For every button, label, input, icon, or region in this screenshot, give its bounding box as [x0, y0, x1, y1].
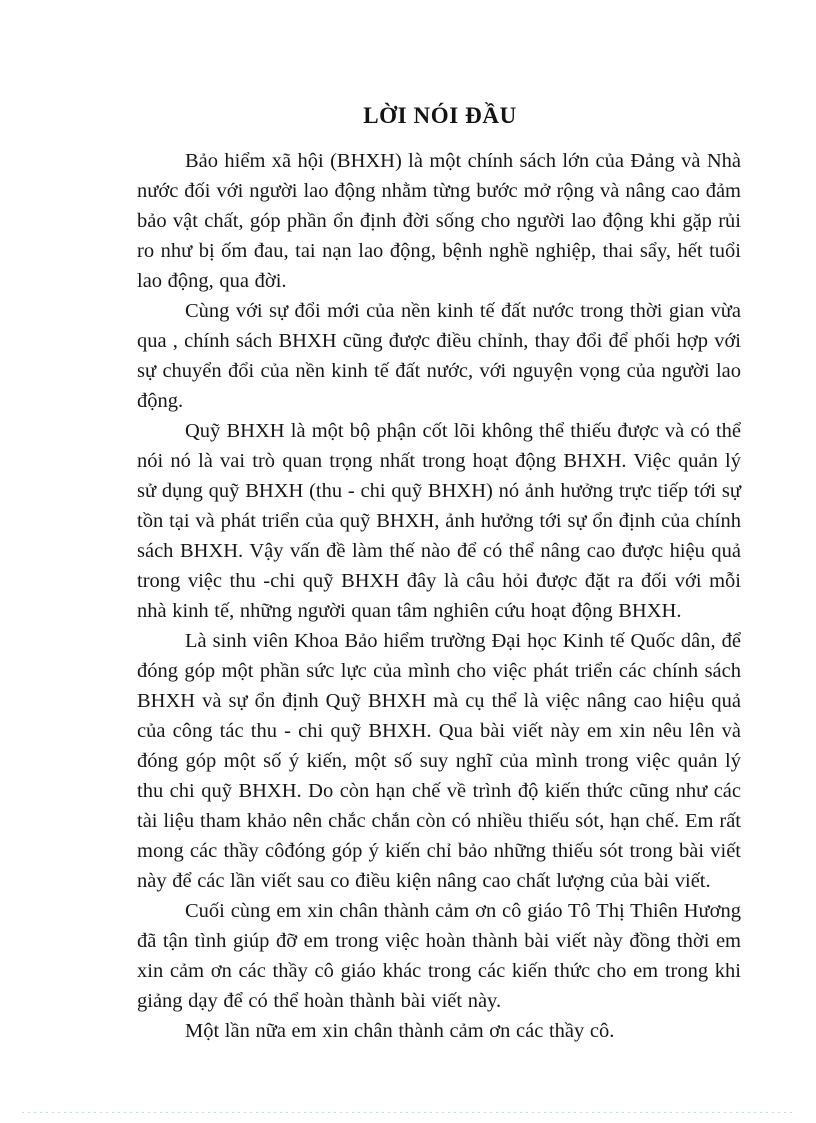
paragraph: Cùng với sự đổi mới của nền kinh tế đất nước trong thời gian vừa qua , chính sách BHXH cũng được điều chỉnh, thay đổi để phối hợp với sự chuyển đổi của nền kinh tế đất nước, với nguyện vọng của người lao động.: [137, 300, 741, 412]
document-body: [137, 146, 741, 1046]
scan-artifact-rule: [22, 1112, 794, 1113]
paragraph: Cuối cùng em xin chân thành cảm ơn cô giáo Tô Thị Thiên Hương đã tận tình giúp đỡ em trong việc hoàn thành bài viết này đồng thời em xin cảm ơn các thầy cô giáo khác trong các kiến thức cho em trong khi giảng dạy để có thể hoàn thành bài viết này.: [137, 900, 741, 1012]
paragraph: Là sinh viên Khoa Bảo hiểm trường Đại học Kinh tế Quốc dân, để đóng góp một phần sức lực của mình cho việc phát triển các chính sách BHXH và sự ổn định Quỹ BHXH mà cụ thể là việc nâng cao hiệu quả của công tác thu - chi quỹ BHXH. Qua bài viết này em xin nêu lên và đóng góp một số ý kiến, một số suy nghĩ của mình trong việc quản lý thu chi quỹ BHXH. Do còn hạn chế về trình độ kiến thức cũng như các tài liệu tham khảo nên chắc chắn còn có nhiều thiếu sót, hạn chế. Em rất mong các thầy côđóng góp ý kiến chỉ bảo những thiếu sót trong bài viết này để các lần viết sau co điều kiện nâng cao chất lượng của bài viết.: [137, 630, 741, 892]
page-title: LỜI NÓI ĐẦU: [363, 103, 517, 129]
paragraph: Bảo hiểm xã hội (BHXH) là một chính sách lớn của Đảng và Nhà nước đối với người lao động nhằm từng bước mở rộng và nâng cao đảm bảo vật chất, góp phần ổn định đời sống cho người lao động khi gặp rủi ro như bị ốm đau, tai nạn lao động, bệnh nghề nghiệp, thai sẩy, hết tuổi lao động, qua đời.: [137, 150, 741, 292]
paragraph: Một lần nữa em xin chân thành cảm ơn các thầy cô.: [185, 1020, 615, 1042]
paragraph: Quỹ BHXH là một bộ phận cốt lõi không thể thiếu được và có thể nói nó là vai trò quan trọng nhất trong hoạt động BHXH. Việc quản lý sử dụng quỹ BHXH (thu - chi quỹ BHXH) nó ảnh hưởng trực tiếp tới sự tồn tại và phát triển của quỹ BHXH, ảnh hưởng tới sự ổn định của chính sách BHXH. Vậy vấn đề làm thế nào để có thể nâng cao được hiệu quả trong việc thu -chi quỹ BHXH đây là câu hỏi được đặt ra đối với mỗi nhà kinh tế, những người quan tâm nghiên cứu hoạt động BHXH.: [137, 420, 741, 622]
